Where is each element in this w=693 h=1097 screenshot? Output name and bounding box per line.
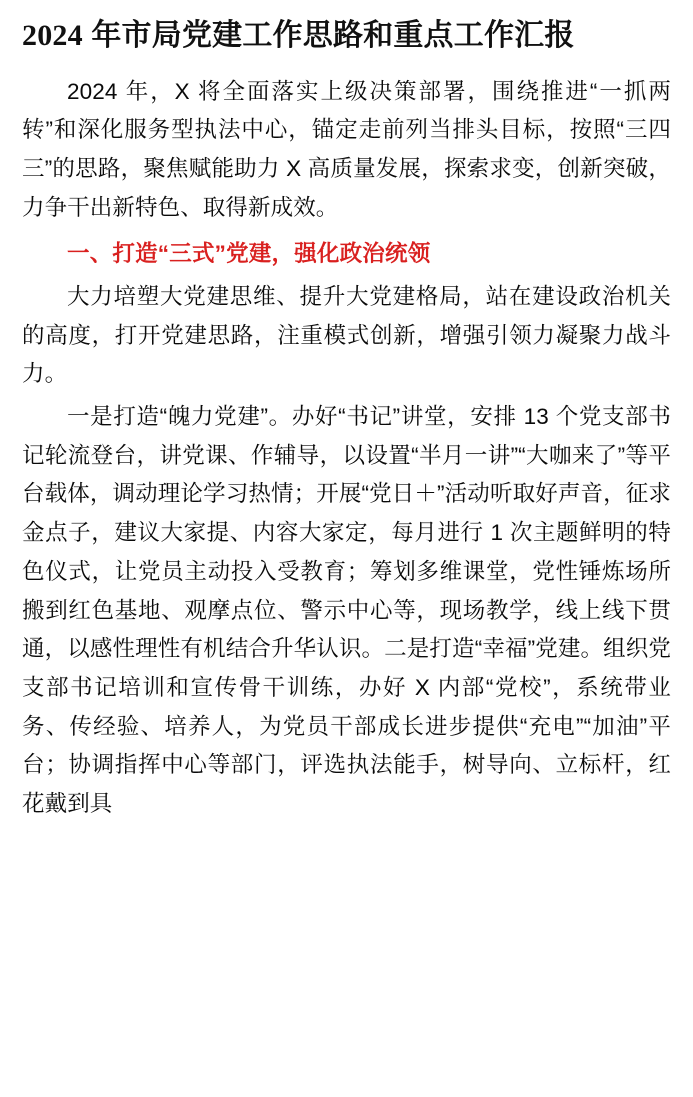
- page-title-year: 2024: [22, 19, 83, 52]
- section-heading-1: 一、打造“三式”党建，强化政治统领: [67, 241, 431, 267]
- paragraph-intro: 2024 年，X 将全面落实上级决策部署，围绕推进“一抓两转”和深化服务型执法中心，锚定走前列当排头目标，按照“三四三”的思路，聚焦赋能助力 X 高质量发展，探索求变，创新突破，力争干出新特色、取得新成效。: [22, 78, 671, 220]
- page-title: [22, 18, 671, 55]
- page-title-text: 年市局党建工作思路和重点工作汇报: [82, 19, 575, 52]
- paragraph-1: 大力培塑大党建思维、提升大党建格局，站在建设政治机关的高度，打开党建思路，注重模式创新，增强引领力凝聚力战斗力。: [22, 284, 671, 387]
- paragraph-2: 一是打造“魄力党建”。办好“书记”讲堂，安排 13 个党支部书记轮流登台，讲党课、作辅导，以设置“半月一讲”“大咖来了”等平台载体，调动理论学习热情；开展“党日＋”活动听取好声音，征求金点子，建议大家提、内容大家定，每月进行 1 次主题鲜明的特色仪式，让党员主动投入受教育；筹划多维课堂，党性锤炼场所搬到红色基地、观摩点位、警示中心等，现场教学，线上线下贯通，以感性理性有机结合升华认识。二是打造“幸福”党建。组织党支部书记培训和宣传骨干训练，办好 X 内部“党校”，系统带业务、传经验、培养人，为党员干部成长进步提供“充电”“加油”平台；协调指挥中心等部门，评选执法能手，树导向、立标杆，红花戴到具: [22, 404, 671, 816]
